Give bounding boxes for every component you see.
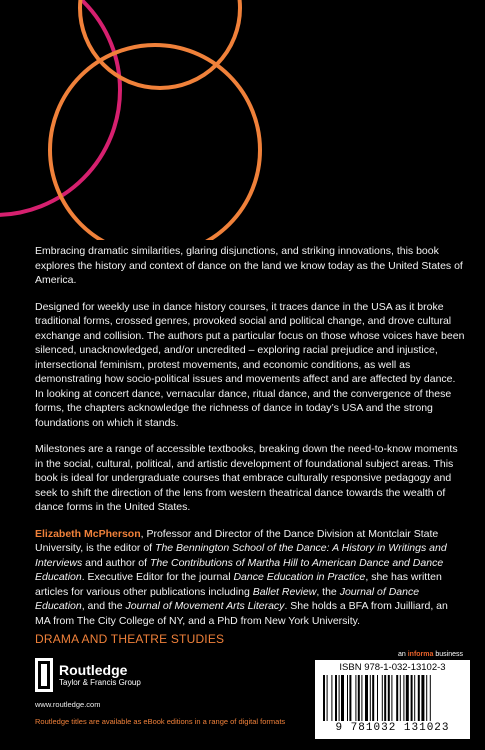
isbn-barcode: [315, 660, 470, 739]
ebook-note: Routledge titles are available as eBook editions in a range of digital formats: [35, 717, 286, 726]
informa-business-label: an informa business: [398, 651, 463, 658]
routledge-logo-icon: [35, 658, 53, 692]
blurb-paragraph-1: Embracing dramatic similarities, glaring disjunctions, and striking innovations, this book explores the history and context of dance on the land we know today as the United States of America.: [35, 245, 463, 286]
decorative-circles: [0, 0, 485, 240]
isbn-text: ISBN 978-1-032-13102-3: [339, 662, 446, 673]
blurb-paragraph-2: Designed for weekly use in dance history courses, it traces dance in the USA as it broke traditional forms, crossed genres, provoked social and political change, and drove cultural exchange and collision. The authors put a particular focus on those whose voices have been silenced, unacknowledged, and/or uncredited – exploring racial prejudice and injustice, intersectional feminism, protest movements, and economic conditions, as well as demonstrating how socio-political issues and movements affect and are affected by dance. In looking at concert dance, vernacular dance, ritual dance, and the convergence of these forms, the chapters acknowledge the richness of dance in today’s USA and the strong foundations on which it stands.: [35, 300, 465, 429]
back-cover-blurb: [35, 244, 465, 640]
publisher-group: Taylor & Francis Group: [59, 677, 141, 687]
publisher-logo: [35, 658, 141, 692]
blurb-paragraph-3: Milestones are a range of accessible textbooks, breaking down the need-to-know moments in the social, cultural, political, and artistic development of foundational subject areas. This book is ideal for undergraduate courses that embrace culturally responsive pedagogy and seek to shift the direction of the lens from western theatrical dance towards the wealth of dance forms in the United States.: [35, 443, 458, 513]
publisher-name: Routledge: [59, 661, 128, 678]
barcode-digits: 9 781032 131023: [335, 722, 450, 734]
barcode-bars: [323, 675, 462, 721]
author-bio: Elizabeth McPherson, Professor and Director of the Dance Division at Montclair State University, is the editor of The Bennington School of the Dance: A History in Writings and Interviews and author of The Contributions of Martha Hill to American Dance and Dance Education. Executive Editor for the journal Dance Education in Practice, she has written articles for various other publications including Ballet Review, the Journal of Dance Education, and the Journal of Movement Arts Literacy. She holds a BFA from Juilliard, an MA from The City College of NY, and a PhD from New York University.: [35, 527, 448, 627]
author-name: Elizabeth McPherson: [35, 527, 141, 540]
orange-circle-large: [50, 45, 260, 240]
publisher-url: www.routledge.com: [35, 700, 101, 709]
subject-category: DRAMA AND THEATRE STUDIES: [35, 632, 225, 646]
